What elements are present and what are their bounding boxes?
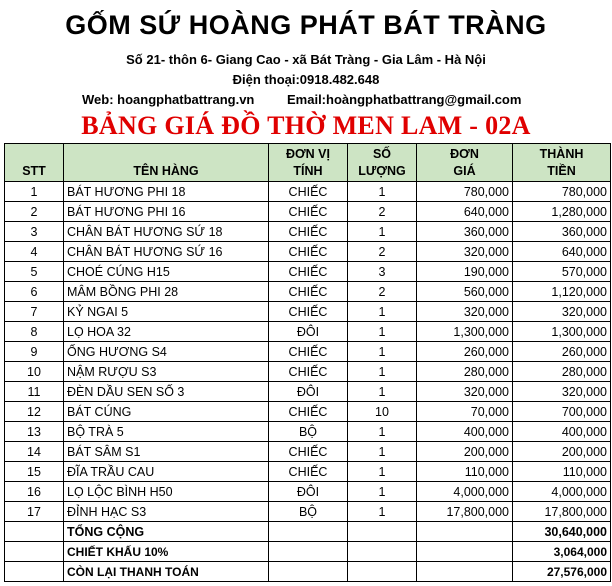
cell-quantity: 1 [348, 302, 417, 322]
table-row [5, 222, 611, 242]
discount-label: CHIẾT KHẤU 10% [64, 542, 269, 562]
cell-stt: 12 [5, 402, 64, 422]
cell-unit-price: 110,000 [417, 462, 513, 482]
cell-unit: CHIẾC [269, 202, 348, 222]
company-address: Số 21- thôn 6- Giang Cao - xã Bát Tràng - Gia Lâm - Hà Nội [126, 52, 486, 67]
cell-quantity: 2 [348, 282, 417, 302]
cell-line-total: 780,000 [513, 182, 611, 202]
table-row [5, 422, 611, 442]
cell-unit: BỘ [269, 422, 348, 442]
cell-unit: ĐÔI [269, 482, 348, 502]
col-stt: STT [5, 144, 64, 182]
cell-item-name: NẬM RƯỢU S3 [64, 362, 269, 382]
cell-stt: 6 [5, 282, 64, 302]
table-row [5, 402, 611, 422]
cell-unit-price: 320,000 [417, 302, 513, 322]
cell-unit: CHIẾC [269, 182, 348, 202]
cell-stt: 10 [5, 362, 64, 382]
table-row [5, 202, 611, 222]
cell-quantity: 1 [348, 182, 417, 202]
cell-unit-price: 360,000 [417, 222, 513, 242]
col-so-luong: SỐ LƯỢNG [348, 144, 417, 182]
table-row [5, 462, 611, 482]
cell-quantity: 1 [348, 422, 417, 442]
cell-item-name: CHOÉ CÚNG H15 [64, 262, 269, 282]
table-row [5, 342, 611, 362]
cell-line-total: 570,000 [513, 262, 611, 282]
company-phone: Điện thoại:0918.482.648 [232, 72, 380, 87]
cell-stt: 7 [5, 302, 64, 322]
cell-stt: 8 [5, 322, 64, 342]
cell-stt: 13 [5, 422, 64, 442]
cell-stt: 15 [5, 462, 64, 482]
cell-quantity: 1 [348, 502, 417, 522]
cell-item-name: BÁT HƯƠNG PHI 18 [64, 182, 269, 202]
cell-stt: 11 [5, 382, 64, 402]
cell-item-name: ĐÈN DẦU SEN SỐ 3 [64, 382, 269, 402]
cell-unit: CHIẾC [269, 222, 348, 242]
table-header-row [5, 144, 611, 182]
remaining-label: CÒN LẠI THANH TOÁN [64, 562, 269, 582]
table-row [5, 442, 611, 462]
cell-unit-price: 780,000 [417, 182, 513, 202]
cell-stt: 4 [5, 242, 64, 262]
cell-unit-price: 320,000 [417, 382, 513, 402]
total-row [5, 522, 611, 542]
cell-unit-price: 4,000,000 [417, 482, 513, 502]
cell-item-name: ỐNG HƯƠNG S4 [64, 342, 269, 362]
cell-unit: ĐÔI [269, 382, 348, 402]
col-don-gia: ĐƠN GIÁ [417, 144, 513, 182]
cell-stt: 16 [5, 482, 64, 502]
col-don-vi-tinh: ĐƠN VỊ TÍNH [269, 144, 348, 182]
table-row [5, 502, 611, 522]
cell-stt: 1 [5, 182, 64, 202]
cell-quantity: 1 [348, 322, 417, 342]
company-email: Email:hoàngphatbattrang@gmail.com [287, 92, 522, 107]
cell-unit-price: 320,000 [417, 242, 513, 262]
cell-unit: CHIẾC [269, 282, 348, 302]
price-table [4, 143, 611, 582]
cell-unit-price: 560,000 [417, 282, 513, 302]
remaining-row [5, 562, 611, 582]
cell-line-total: 110,000 [513, 462, 611, 482]
cell-stt: 9 [5, 342, 64, 362]
cell-quantity: 1 [348, 362, 417, 382]
table-row [5, 482, 611, 502]
col-thanh-tien: THÀNH TIỀN [513, 144, 611, 182]
cell-unit: ĐÔI [269, 322, 348, 342]
cell-quantity: 1 [348, 462, 417, 482]
cell-item-name: KỶ NGAI 5 [64, 302, 269, 322]
col-ten-hang: TÊN HÀNG [64, 144, 269, 182]
cell-item-name: LỌ LỘC BÌNH H50 [64, 482, 269, 502]
cell-stt: 14 [5, 442, 64, 462]
table-row [5, 182, 611, 202]
cell-unit-price: 640,000 [417, 202, 513, 222]
cell-unit: CHIẾC [269, 362, 348, 382]
cell-line-total: 260,000 [513, 342, 611, 362]
cell-stt: 3 [5, 222, 64, 242]
table-row [5, 282, 611, 302]
cell-stt: 17 [5, 502, 64, 522]
cell-unit: CHIẾC [269, 402, 348, 422]
table-row [5, 242, 611, 262]
total-label: TỔNG CỘNG [64, 522, 269, 542]
cell-stt: 5 [5, 262, 64, 282]
company-name: GỐM SỨ HOÀNG PHÁT BÁT TRÀNG [65, 10, 547, 40]
cell-line-total: 400,000 [513, 422, 611, 442]
cell-item-name: ĐỈNH HẠC S3 [64, 502, 269, 522]
cell-item-name: ĐĨA TRẦU CAU [64, 462, 269, 482]
cell-unit: CHIẾC [269, 302, 348, 322]
cell-line-total: 1,120,000 [513, 282, 611, 302]
cell-item-name: CHÂN BÁT HƯƠNG SỨ 16 [64, 242, 269, 262]
cell-quantity: 1 [348, 342, 417, 362]
cell-unit: CHIẾC [269, 242, 348, 262]
cell-unit-price: 260,000 [417, 342, 513, 362]
table-row [5, 362, 611, 382]
remaining-value: 27,576,000 [513, 562, 611, 582]
cell-quantity: 1 [348, 482, 417, 502]
cell-quantity: 1 [348, 222, 417, 242]
cell-line-total: 320,000 [513, 382, 611, 402]
cell-line-total: 280,000 [513, 362, 611, 382]
table-row [5, 302, 611, 322]
cell-quantity: 2 [348, 202, 417, 222]
cell-unit-price: 17,800,000 [417, 502, 513, 522]
cell-quantity: 1 [348, 382, 417, 402]
cell-unit: CHIẾC [269, 262, 348, 282]
cell-item-name: BÁT CÚNG [64, 402, 269, 422]
cell-line-total: 200,000 [513, 442, 611, 462]
cell-unit: CHIẾC [269, 462, 348, 482]
company-website: Web: hoangphatbattrang.vn [82, 92, 255, 107]
cell-unit-price: 400,000 [417, 422, 513, 442]
cell-quantity: 2 [348, 242, 417, 262]
cell-line-total: 700,000 [513, 402, 611, 422]
cell-unit-price: 190,000 [417, 262, 513, 282]
cell-line-total: 1,280,000 [513, 202, 611, 222]
table-row [5, 262, 611, 282]
cell-line-total: 4,000,000 [513, 482, 611, 502]
cell-line-total: 1,300,000 [513, 322, 611, 342]
discount-row [5, 542, 611, 562]
cell-quantity: 3 [348, 262, 417, 282]
table-row [5, 322, 611, 342]
cell-stt: 2 [5, 202, 64, 222]
cell-quantity: 10 [348, 402, 417, 422]
cell-unit-price: 1,300,000 [417, 322, 513, 342]
cell-line-total: 640,000 [513, 242, 611, 262]
cell-unit: CHIẾC [269, 342, 348, 362]
cell-unit-price: 70,000 [417, 402, 513, 422]
cell-item-name: BÁT SÂM S1 [64, 442, 269, 462]
discount-value: 3,064,000 [513, 542, 611, 562]
price-list-title: BẢNG GIÁ ĐỒ THỜ MEN LAM - 02A [81, 111, 531, 140]
cell-item-name: MÂM BỒNG PHI 28 [64, 282, 269, 302]
cell-line-total: 17,800,000 [513, 502, 611, 522]
cell-item-name: BÁT HƯƠNG PHI 16 [64, 202, 269, 222]
total-value: 30,640,000 [513, 522, 611, 542]
cell-item-name: BỘ TRÀ 5 [64, 422, 269, 442]
cell-line-total: 320,000 [513, 302, 611, 322]
cell-item-name: LỌ HOA 32 [64, 322, 269, 342]
table-body [5, 182, 611, 522]
cell-quantity: 1 [348, 442, 417, 462]
cell-unit: CHIẾC [269, 442, 348, 462]
table-row [5, 382, 611, 402]
cell-unit-price: 280,000 [417, 362, 513, 382]
cell-item-name: CHÂN BÁT HƯƠNG SỨ 18 [64, 222, 269, 242]
cell-unit: BỘ [269, 502, 348, 522]
cell-unit-price: 200,000 [417, 442, 513, 462]
cell-line-total: 360,000 [513, 222, 611, 242]
